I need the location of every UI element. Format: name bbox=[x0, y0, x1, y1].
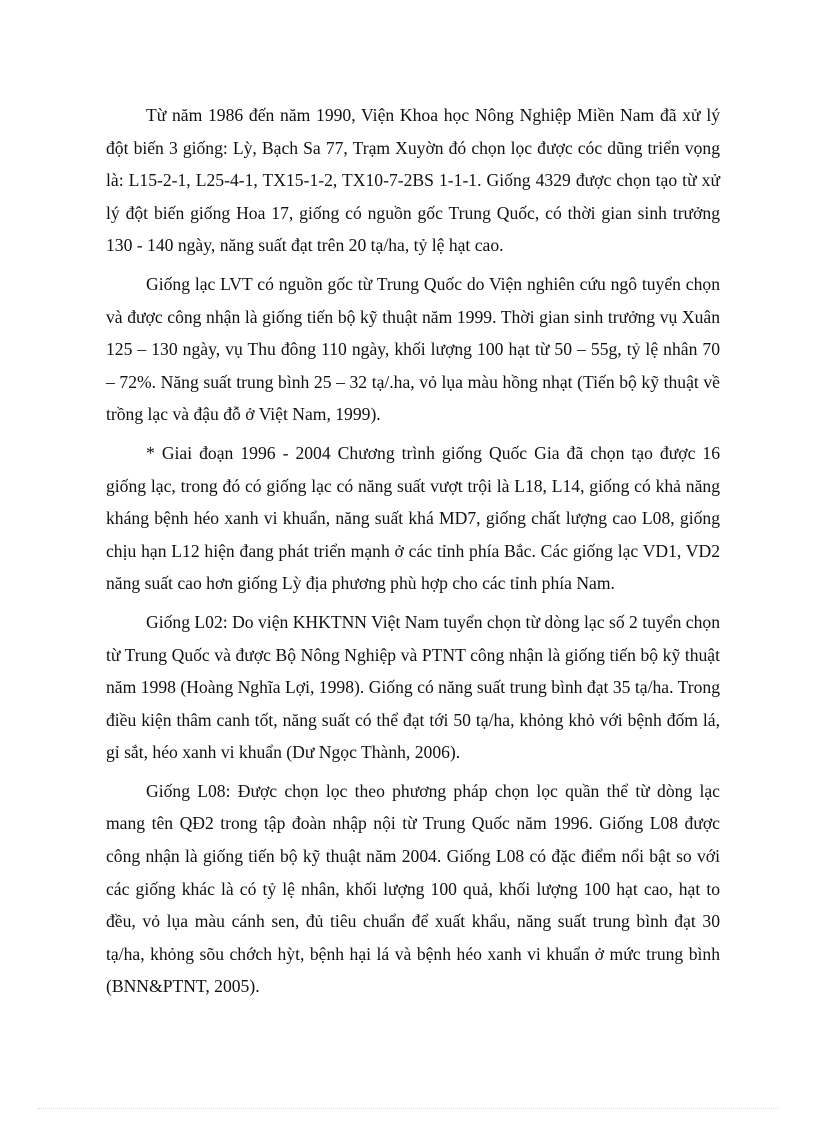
document-body bbox=[106, 99, 720, 1009]
paragraph-2: Giống lạc LVT có nguồn gốc từ Trung Quốc do Viện nghiên cứu ngô tuyển chọn và được công nhận là giống tiến bộ kỹ thuật năm 1999. Thời gian sinh trưởng vụ Xuân 125 – 130 ngày, vụ Thu đông 110 ngày, khối lượng 100 hạt từ 50 – 55g, tỷ lệ nhân 70 – 72%. Năng suất trung bình 25 – 32 tạ/.ha, vỏ lụa màu hồng nhạt (Tiến bộ kỹ thuật về trồng lạc và đậu đỗ ở Việt Nam, 1999). bbox=[106, 273, 720, 425]
paragraph-4: Giống L02: Do viện KHKTNN Việt Nam tuyển chọn từ dòng lạc số 2 tuyển chọn từ Trung Quốc và được Bộ Nông Nghiệp và PTNT công nhận là giống tiến bộ kỹ thuật năm 1998 (Hoàng Nghĩa Lợi, 1998). Giống có năng suất trung bình đạt 35 tạ/ha. Trong điều kiện thâm canh tốt, năng suất có thể đạt tới 50 tạ/ha, khỏng khỏ với bệnh đốm lá, gỉ sắt, héo xanh vi khuẩn (Dư Ngọc Thành, 2006). bbox=[106, 611, 720, 763]
paragraph-1: Từ năm 1986 đến năm 1990, Viện Khoa học Nông Nghiệp Miền Nam đã xử lý đột biến 3 giống: Lỳ, Bạch Sa 77, Trạm Xuyờn đó chọn lọc được cóc dũng triển vọng là: L15-2-1, L25-4-1, TX15-1-2, TX10-7-2BS 1-1-1. Giống 4329 được chọn tạo từ xử lý đột biến giống Hoa 17, giống có nguồn gốc Trung Quốc, có thời gian sinh trưởng 130 - 140 ngày, năng suất đạt trên 20 tạ/ha, tỷ lệ hạt cao. bbox=[106, 105, 720, 256]
paragraph-5: Giống L08: Được chọn lọc theo phương pháp chọn lọc quần thể từ dòng lạc mang tên QĐ2 trong tập đoàn nhập nội từ Trung Quốc năm 1996. Giống L08 được công nhận là giống tiến bộ kỹ thuật năm 2004. Giống L08 có đặc điểm nổi bật so với các giống khác là có tỷ lệ nhân, khối lượng 100 quả, khối lượng 100 hạt cao, hạt to đều, vỏ lụa màu cánh sen, đủ tiêu chuẩn để xuất khẩu, năng suất trung bình đạt 30 tạ/ha, khỏng sõu chớch hỳt, bệnh hại lá và bệnh héo xanh vi khuẩn ở mức trung bình (BNN&PTNT, 2005). bbox=[106, 780, 720, 997]
paragraph-3: * Giai đoạn 1996 - 2004 Chương trình giống Quốc Gia đã chọn tạo được 16 giống lạc, trong đó có giống lạc có năng suất vượt trội là L18, L14, giống có khả năng kháng bệnh héo xanh vi khuẩn, năng suất khá MD7, giống chất lượng cao L08, giống chịu hạn L12 hiện đang phát triển mạnh ở các tỉnh phía Bắc. Các giống lạc VD1, VD2 năng suất cao hơn giống Lỳ địa phương phù hợp cho các tỉnh phía Nam. bbox=[106, 442, 720, 594]
page-bottom-divider bbox=[38, 1108, 778, 1109]
